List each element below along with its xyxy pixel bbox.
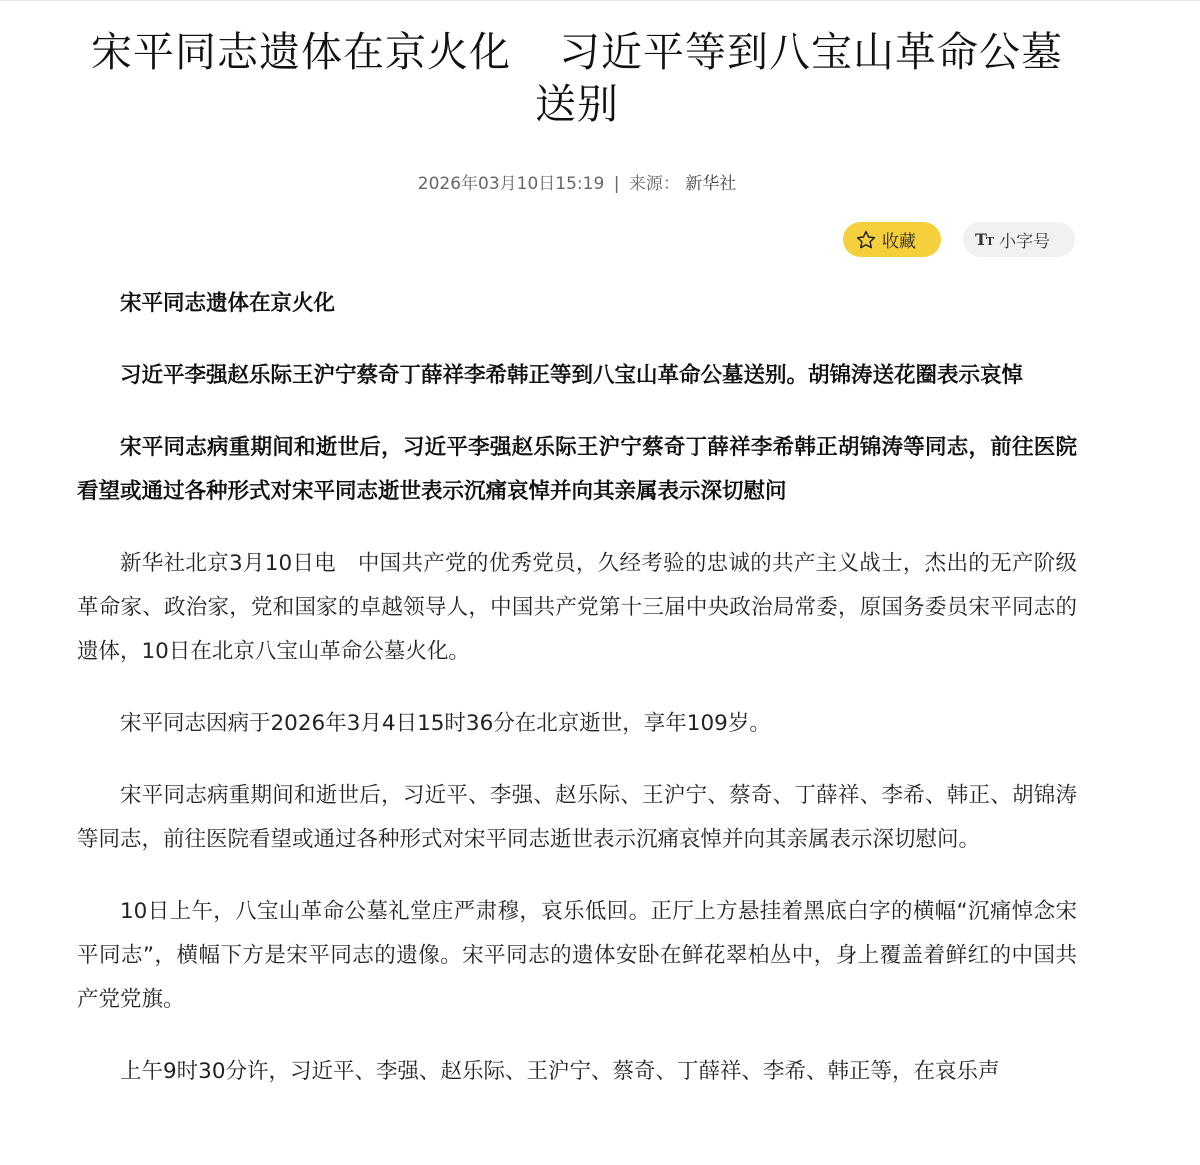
article-body <box>77 282 1077 1122</box>
favorite-label: 收藏 <box>882 232 916 252</box>
article-container <box>77 0 1077 1084</box>
source-value: 新华社 <box>685 174 737 194</box>
body-paragraph: 10日上午，八宝山革命公墓礼堂庄严肃穆，哀乐低回。正厅上方悬挂着黑底白字的横幅“沉痛悼念宋平同志”，横幅下方是宋平同志的遗像。宋平同志的遗体安卧在鲜花翠柏丛中，身上覆盖着鲜红的中国共产党党旗。 <box>77 899 1077 1012</box>
font-size-label: 小字号 <box>999 232 1051 252</box>
star-outline-icon <box>855 229 877 251</box>
article-title-part1: 宋平同志遗体在京火化 <box>91 28 511 76</box>
text-size-icon-large: T <box>975 230 986 249</box>
body-paragraph: 宋平同志病重期间和逝世后，习近平、李强、赵乐际、王沪宁、蔡奇、丁薛祥、李希、韩正、胡锦涛等同志，前往医院看望或通过各种形式对宋平同志逝世表示沉痛哀悼并向其亲属表示深切慰问。 <box>77 783 1077 852</box>
body-paragraph: 宋平同志因病于2026年3月4日15时36分在北京逝世，享年109岁。 <box>120 711 771 736</box>
publish-datetime: 2026年03月10日15:19 <box>417 174 605 194</box>
body-paragraph: 新华社北京3月10日电 中国共产党的优秀党员，久经考验的忠诚的共产主义战士，杰出的无产阶级革命家、政治家，党和国家的卓越领导人，中国共产党第十三届中央政治局常委，原国务委员宋平同志的遗体，10日在北京八宝山革命公墓火化。 <box>77 551 1077 664</box>
lead-headline: 宋平同志遗体在京火化 <box>120 291 336 316</box>
article-title <box>77 26 1077 130</box>
text-size-icon <box>975 230 993 249</box>
text-size-icon-small: T <box>985 235 994 248</box>
meta-separator: | <box>613 174 620 194</box>
font-size-button[interactable] <box>963 222 1075 257</box>
source-label: 来源： <box>628 174 680 194</box>
article-toolbar <box>843 222 1075 257</box>
lead-subheadline: 习近平李强赵乐际王沪宁蔡奇丁薛祥李希韩正等到八宝山革命公墓送别。胡锦涛送花圈表示哀悼 <box>120 363 1024 388</box>
lead-summary: 宋平同志病重期间和逝世后，习近平李强赵乐际王沪宁蔡奇丁薛祥李希韩正胡锦涛等同志，前往医院看望或通过各种形式对宋平同志逝世表示沉痛哀悼并向其亲属表示深切慰问 <box>77 435 1077 504</box>
article-title-part2: 习近平等到八宝山革命公墓送别 <box>535 28 1063 128</box>
body-paragraph: 上午9时30分许，习近平、李强、赵乐际、王沪宁、蔡奇、丁薛祥、李希、韩正等，在哀乐声 <box>120 1059 1000 1084</box>
favorite-button[interactable] <box>843 222 941 257</box>
article-meta <box>77 172 1077 196</box>
